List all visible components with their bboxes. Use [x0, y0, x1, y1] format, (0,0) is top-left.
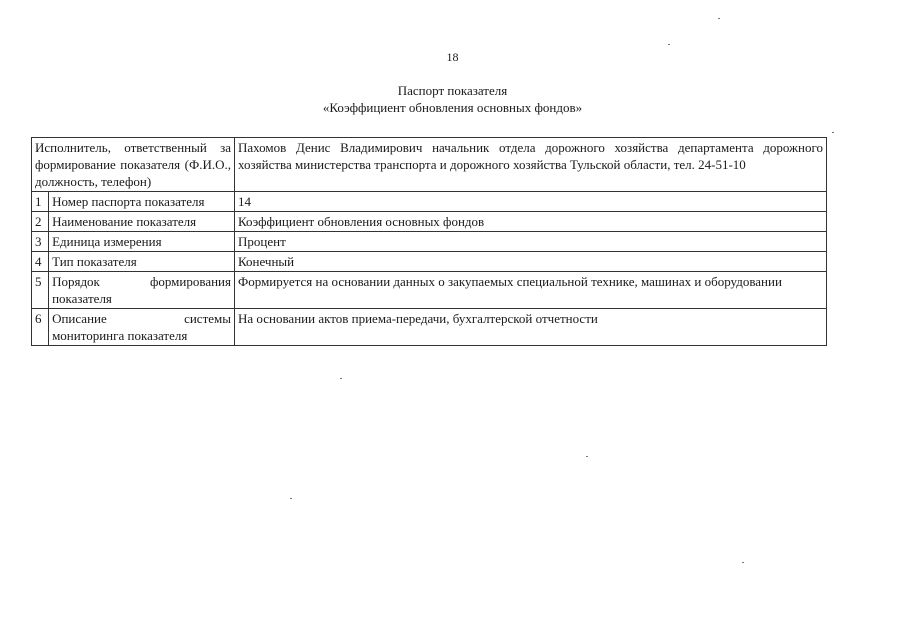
row-label: Описание системы мониторинга показателя — [49, 309, 235, 346]
scan-speck — [742, 562, 744, 563]
table-row — [32, 309, 827, 346]
document-title — [0, 82, 905, 116]
table-row — [32, 252, 827, 272]
scan-speck — [340, 378, 342, 379]
scan-speck — [290, 498, 292, 499]
row-number: 1 — [32, 192, 49, 212]
row-number: 5 — [32, 272, 49, 309]
responsible-label: Исполнитель, ответственный за формирование показателя (Ф.И.О., должность, телефон) — [32, 138, 235, 192]
row-value: 14 — [235, 192, 827, 212]
table-row — [32, 232, 827, 252]
title-line-1: Паспорт показателя — [397, 83, 508, 98]
title-line-2: «Коэффициент обновления основных фондов» — [322, 100, 583, 115]
row-value: Формируется на основании данных о закупаемых специальной технике, машинах и оборудовании — [235, 272, 827, 309]
row-label: Тип показателя — [49, 252, 235, 272]
scan-speck — [668, 44, 670, 45]
row-value: Коэффициент обновления основных фондов — [235, 212, 827, 232]
table-row — [32, 212, 827, 232]
scan-speck — [718, 18, 720, 19]
row-number: 3 — [32, 232, 49, 252]
page-number: 18 — [446, 50, 459, 64]
row-number: 2 — [32, 212, 49, 232]
row-value: Процент — [235, 232, 827, 252]
responsible-value: Пахомов Денис Владимирович начальник отдела дорожного хозяйства департамента дорожного хозяйства министерства транспорта и дорожного хозяйства Тульской области, тел. 24-51-10 — [235, 138, 827, 192]
table-row — [32, 272, 827, 309]
row-label: Единица измерения — [49, 232, 235, 252]
row-number: 6 — [32, 309, 49, 346]
row-value: Конечный — [235, 252, 827, 272]
table-row — [32, 192, 827, 212]
row-label: Номер паспорта показателя — [49, 192, 235, 212]
row-label: Порядок формирования показателя — [49, 272, 235, 309]
passport-table — [31, 137, 827, 346]
scan-speck — [586, 456, 588, 457]
table-row-responsible — [32, 138, 827, 192]
row-label: Наименование показателя — [49, 212, 235, 232]
row-number: 4 — [32, 252, 49, 272]
scan-speck — [832, 132, 834, 133]
row-value: На основании актов приема-передачи, бухгалтерской отчетности — [235, 309, 827, 346]
